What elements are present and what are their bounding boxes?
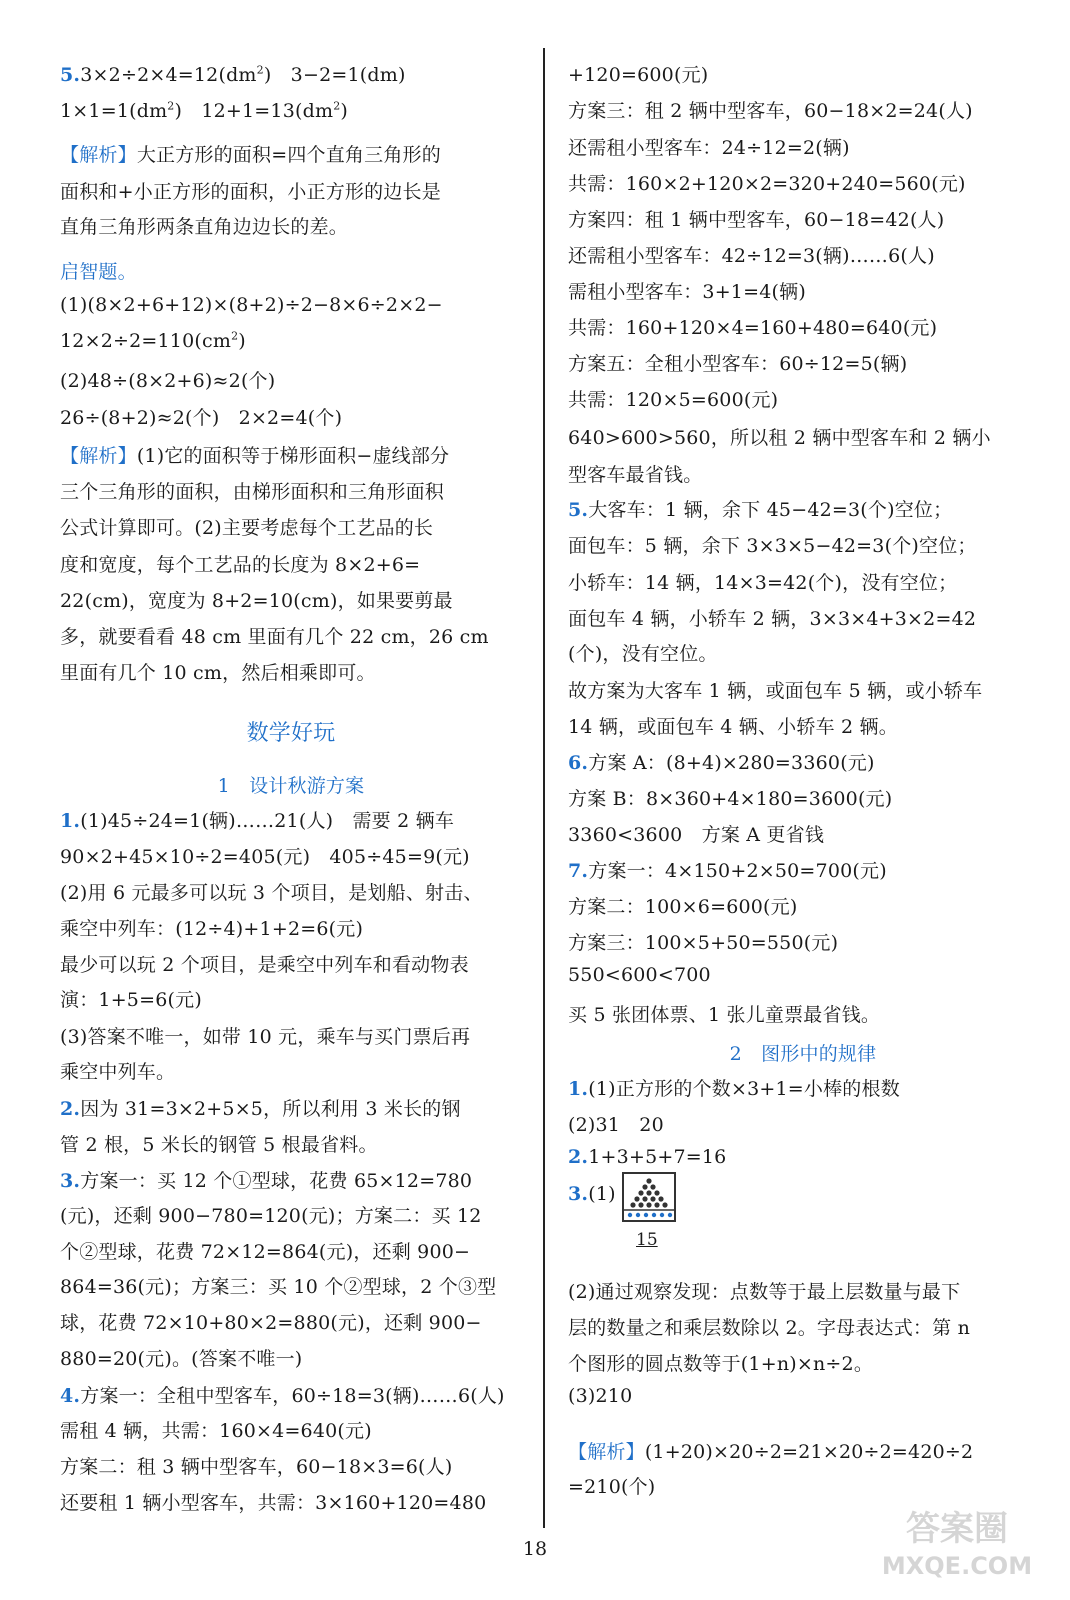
right-line-14: 小轿车：14 辆，14×3=42(个)，没有空位； [568, 572, 958, 594]
left-line-10: 【解析】(1)它的面积等于梯形面积−虚线部分 [60, 445, 450, 467]
left-line-24: 演：1+5=6(元) [60, 989, 202, 1011]
left-line-18: 1 设计秋游方案 [217, 775, 365, 797]
right-line-16: (个)，没有空位。 [568, 643, 718, 665]
right-line-6: 需租小型客车：3+1=4(辆) [568, 281, 806, 303]
left-line-5: 启智题。 [60, 261, 137, 283]
left-line-26: 乘空中列车。 [60, 1061, 176, 1083]
left-line-25: (3)答案不唯一，如带 10 元，乘车与买门票后再 [60, 1026, 471, 1048]
left-line-22: 乘空中列车：(12÷4)+1+2=6(元) [60, 918, 364, 940]
right-line-12: 5.大客车：1 辆，余下 45−42=3(个)空位； [568, 499, 953, 521]
left-line-30: (元)，还剩 900−780=120(元)；方案二：买 12 [60, 1205, 482, 1227]
left-line-15: 多，就要看看 48 cm 里面有几个 22 cm，26 cm [60, 626, 489, 648]
right-line-8: 方案五：全租小型客车：60÷12=5(辆) [568, 353, 908, 375]
right-line-20: 方案 B：8×360+4×180=3600(元) [568, 788, 893, 810]
right-line-19: 6.方案 A：(8+4)×280=3360(元) [568, 752, 875, 774]
page-number: 18 [522, 1538, 548, 1560]
right-line-29: (2)31 20 [568, 1114, 664, 1136]
right-line-25: 550<600<700 [568, 964, 711, 986]
right-line-36: 【解析】(1+20)×20÷2=21×20÷2=420÷2 [568, 1441, 974, 1463]
right-line-33: 层的数量之和乘层数除以 2。字母表达式：第 n [568, 1317, 971, 1339]
right-line-31: 3.(1) [568, 1183, 616, 1205]
left-line-38: 还要租 1 辆小型客车，共需：3×160+120=480 [60, 1492, 487, 1514]
right-line-0: +120=600(元) [568, 64, 709, 86]
left-line-3: 面积和+小正方形的面积，小正方形的边长是 [60, 181, 441, 203]
right-line-9: 共需：120×5=600(元) [568, 389, 779, 411]
left-line-1: $1\times 1=1(dm^2)$ $12+1=13(dm^2)$ [60, 99, 349, 122]
left-line-6: (1)(8×2+6+12)×(8+2)÷2−8×6÷2×2− [60, 294, 443, 316]
left-line-36: 需租 4 辆，共需：160×4=640(元) [60, 1420, 372, 1442]
column-divider [543, 48, 545, 1528]
svg-text:MXQE.COM: MXQE.COM [881, 1552, 1033, 1580]
left-line-19: 1.(1)45÷24=1(辆)……21(人) 需要 2 辆车 [60, 810, 455, 832]
left-line-11: 三个三角形的面积，由梯形面积和三角形面积 [60, 481, 445, 503]
right-line-24: 方案三：100×5+50=550(元) [568, 932, 839, 954]
right-line-11: 型客车最省钱。 [568, 464, 703, 486]
left-line-13: 度和宽度，每个工艺品的长度为 8×2+6= [60, 554, 421, 576]
right-line-32: (2)通过观察发现：点数等于最上层数量与最下 [568, 1281, 961, 1303]
left-line-37: 方案二：租 3 辆中型客车，60−18×3=6(人) [60, 1456, 453, 1478]
right-line-26: 买 5 张团体票、1 张儿童票最省钱。 [568, 1004, 881, 1026]
right-line-5: 还需租小型客车：42÷12=3(辆)……6(人) [568, 245, 935, 267]
left-line-8: (2)48÷(8×2+6)≈2(个) [60, 370, 276, 392]
right-line-30: 2.1+3+5+7=16 [568, 1146, 727, 1168]
left-line-23: 最少可以玩 2 个项目，是乘空中列车和看动物表 [60, 954, 469, 976]
right-line-18: 14 辆，或面包车 4 辆、小轿车 2 辆。 [568, 716, 898, 738]
left-line-17: 数学好玩 [246, 721, 336, 746]
right-line-1: 方案三：租 2 辆中型客车，60−18×2=24(人) [568, 100, 973, 122]
left-line-33: 球，花费 72×10+80×2=880(元)，还剩 900− [60, 1312, 482, 1334]
dot-triangle-figure [622, 1172, 676, 1222]
left-line-16: 里面有几个 10 cm，然后相乘即可。 [60, 662, 376, 684]
right-line-35: (3)210 [568, 1385, 633, 1407]
right-line-22: 7.方案一：4×150+2×50=700(元) [568, 860, 887, 882]
figure-label: 15 [636, 1230, 658, 1250]
left-line-14: 22(cm)，宽度为 8+2=10(cm)，如果要剪最 [60, 590, 453, 612]
right-line-10: 640>600>560，所以租 2 辆中型客车和 2 辆小 [568, 427, 991, 449]
right-line-28: 1.(1)正方形的个数×3+1=小棒的根数 [568, 1078, 900, 1100]
watermark-logo [869, 1502, 1044, 1582]
left-line-32: 864=36(元)；方案三：买 10 个②型球，2 个③型 [60, 1276, 497, 1298]
left-line-34: 880=20(元)。(答案不唯一) [60, 1348, 303, 1370]
left-line-31: 个②型球，花费 72×12=864(元)，还剩 900− [60, 1241, 471, 1263]
right-line-13: 面包车：5 辆，余下 3×3×5−42=3(个)空位； [568, 535, 977, 557]
left-line-12: 公式计算即可。(2)主要考虑每个工艺品的长 [60, 517, 434, 539]
left-line-21: (2)用 6 元最多可以玩 3 个项目，是划船、射击、 [60, 882, 483, 904]
right-line-37: =210(个) [568, 1476, 656, 1498]
left-line-29: 3.方案一：买 12 个①型球，花费 65×12=780 [60, 1170, 473, 1192]
right-line-17: 故方案为大客车 1 辆，或面包车 5 辆，或小轿车 [568, 680, 983, 702]
right-line-7: 共需：160+120×4=160+480=640(元) [568, 317, 938, 339]
right-line-21: 3360<3600 方案 A 更省钱 [568, 824, 825, 846]
right-line-34: 个图形的圆点数等于(1+n)×n÷2。 [568, 1353, 874, 1375]
left-line-35: 4.方案一：全租中型客车，60÷18=3(辆)……6(人) [60, 1385, 505, 1407]
right-line-27: 2 图形中的规律 [729, 1043, 877, 1065]
dot-triangle-icon [624, 1174, 674, 1220]
left-line-7: $12\times 2\div 2=110(cm^2)$ [60, 329, 246, 352]
right-line-3: 共需：160×2+120×2=320+240=560(元) [568, 173, 966, 195]
left-line-0: $5.3\times 2\div 2\times 4=12(dm^2)$ 3−2=1(dm) [60, 63, 406, 86]
left-line-2: 【解析】大正方形的面积=四个直角三角形的 [60, 144, 441, 166]
left-line-27: 2.因为 31=3×2+5×5，所以利用 3 米长的钢 [60, 1098, 461, 1120]
left-line-28: 管 2 根，5 米长的钢管 5 根最省料。 [60, 1134, 378, 1156]
left-line-9: 26÷(8+2)≈2(个) 2×2=4(个) [60, 407, 343, 429]
right-line-4: 方案四：租 1 辆中型客车，60−18=42(人) [568, 209, 945, 231]
right-line-15: 面包车 4 辆，小轿车 2 辆，3×3×4+3×2=42 [568, 608, 977, 630]
svg-text:答案圈: 答案圈 [906, 1509, 1008, 1549]
left-line-4: 直角三角形两条直角边边长的差。 [60, 216, 349, 238]
right-line-23: 方案二：100×6=600(元) [568, 896, 798, 918]
left-line-20: 90×2+45×10÷2=405(元) 405÷45=9(元) [60, 846, 470, 868]
right-line-2: 还需租小型客车：24÷12=2(辆) [568, 137, 850, 159]
